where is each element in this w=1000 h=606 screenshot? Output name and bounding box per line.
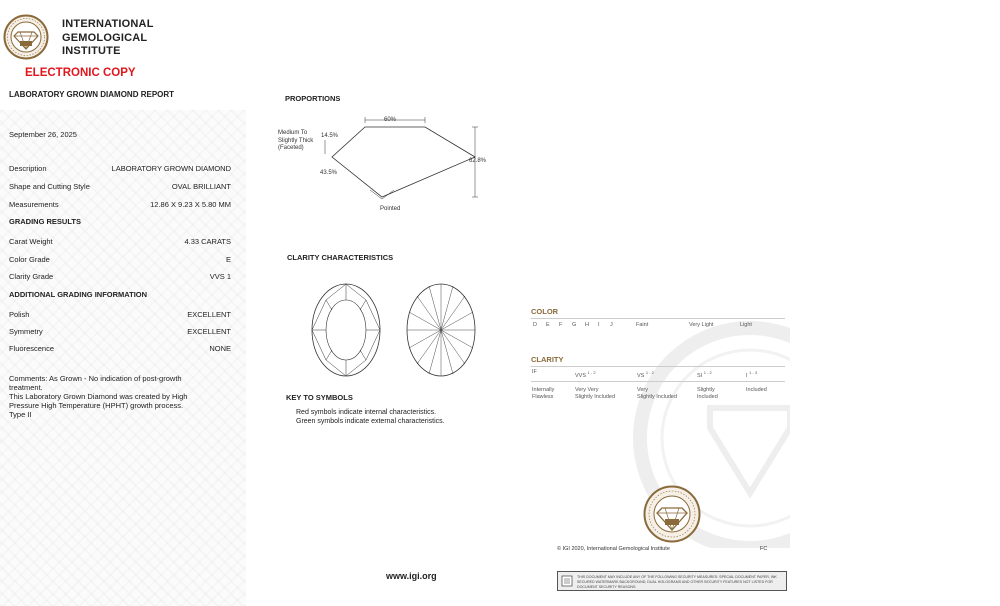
comment-line: Pressure High Temperature (HPHT) growth process. <box>9 401 184 410</box>
website-link[interactable]: www.igi.org <box>386 571 437 581</box>
clarity-i-label: I <box>746 372 748 379</box>
key-green-text: Green symbols indicate external characteristics. <box>296 418 445 425</box>
organization-name <box>62 18 154 59</box>
table-percentage: 60% <box>384 117 397 123</box>
clarity-if-desc <box>532 387 554 401</box>
color-grade-i: I <box>598 322 600 328</box>
additional-value: EXCELLENT <box>187 310 231 319</box>
detail-label: Measurements <box>9 200 59 209</box>
clarity-vs-label: VS <box>637 372 645 379</box>
igi-seal-logo <box>3 14 49 60</box>
detail-value: 12.86 X 9.23 X 5.80 MM <box>150 200 231 209</box>
girdle-line: Medium To <box>278 130 308 136</box>
security-notice-text: THIS DOCUMENT MAY INCLUDE ANY OF THE FOLLOWING SECURITY MEASURES: SPECIAL DOCUMENT PAPER, INK SECURED WATERMARK BACKGROUND, DUAL HOLOGRAMS AND OTHER SECURITY FEATURES NOT LISTED FOR DOCUMENT SECURITY REASONS. <box>577 575 777 589</box>
culet-label: Pointed <box>380 206 401 212</box>
clarity-vvs <box>575 369 596 380</box>
org-name-line: INSTITUTE <box>62 45 121 57</box>
clarity-si-label: SI <box>697 372 703 379</box>
additional-value: NONE <box>209 344 231 353</box>
document-icon <box>561 575 573 587</box>
color-grade-e: E <box>546 322 550 328</box>
additional-row-symmetry <box>9 327 231 336</box>
clarity-scale-divider <box>531 366 785 367</box>
report-code: FC <box>760 546 768 552</box>
clarity-desc-line: Flawless <box>532 394 554 400</box>
detail-row-measurements <box>9 200 231 209</box>
grading-row-clarity <box>9 272 231 281</box>
report-date: September 26, 2025 <box>9 130 77 139</box>
detail-row-description <box>9 164 231 173</box>
detail-value: OVAL BRILLIANT <box>171 182 231 191</box>
proportions-diagram <box>320 112 490 204</box>
grading-value: VVS 1 <box>209 272 231 281</box>
detail-label: Description <box>9 164 47 173</box>
crown-percentage: 14.5% <box>321 133 339 139</box>
clarity-scale-heading: CLARITY <box>531 355 564 364</box>
grading-row-color <box>9 255 231 264</box>
color-grade-h: H <box>585 322 589 328</box>
grading-label: Color Grade <box>9 255 50 264</box>
igi-seal-stamp <box>643 485 701 543</box>
clarity-characteristics-heading: CLARITY CHARACTERISTICS <box>287 253 394 262</box>
clarity-vvs-range: 1 - 2 <box>587 370 596 375</box>
clarity-vvs-desc <box>575 387 615 401</box>
grading-row-carat <box>9 237 231 246</box>
clarity-si-range: 1 - 2 <box>703 370 712 375</box>
color-grade-j: J <box>610 322 613 328</box>
grading-label: Carat Weight <box>9 237 53 246</box>
clarity-i-desc: Included <box>746 387 767 393</box>
clarity-desc-line: Slightly <box>697 387 715 393</box>
key-red-text: Red symbols indicate internal characteristics. <box>296 409 437 416</box>
comment-line: Type II <box>9 410 32 419</box>
clarity-si <box>697 369 712 380</box>
color-scale-heading: COLOR <box>531 307 559 316</box>
additional-value: EXCELLENT <box>187 327 231 336</box>
clarity-desc-line: Slightly Included <box>575 394 616 400</box>
detail-row-shape <box>9 182 231 191</box>
color-grade-d: D <box>533 322 537 328</box>
color-range-light: Light <box>740 322 752 328</box>
color-grade-g: G <box>572 322 577 328</box>
comment-line: This Laboratory Grown Diamond was created by High <box>9 392 188 401</box>
oval-crown-diagram <box>310 282 382 378</box>
proportions-heading: PROPORTIONS <box>285 94 341 103</box>
girdle-line: (Faceted) <box>278 145 304 151</box>
grading-value: E <box>225 255 231 264</box>
security-notice-box <box>557 571 787 591</box>
comments-block <box>9 374 229 419</box>
clarity-desc-line: Internally <box>532 387 555 393</box>
color-scale-divider <box>531 318 785 319</box>
clarity-vs <box>637 369 654 380</box>
grading-label: Clarity Grade <box>9 272 54 281</box>
electronic-copy-label: ELECTRONIC COPY <box>25 67 136 79</box>
additional-info-heading: ADDITIONAL GRADING INFORMATION <box>9 290 148 299</box>
color-range-very-light: Very Light <box>689 322 714 328</box>
additional-row-fluorescence <box>9 344 231 353</box>
grading-results-heading: GRADING RESULTS <box>9 217 81 226</box>
report-title: LABORATORY GROWN DIAMOND REPORT <box>9 90 175 99</box>
oval-pavilion-diagram <box>405 282 477 378</box>
additional-label: Fluorescence <box>9 344 55 353</box>
girdle-label <box>278 130 313 153</box>
pavilion-percentage: 43.5% <box>320 170 338 176</box>
depth-percentage: 62.8% <box>469 158 487 164</box>
detail-value: LABORATORY GROWN DIAMOND <box>111 164 231 173</box>
clarity-if: IF <box>532 369 537 375</box>
color-grade-f: F <box>559 322 563 328</box>
comment-line: treatment. <box>9 383 43 392</box>
additional-label: Polish <box>9 310 30 319</box>
clarity-vs-desc <box>637 387 677 401</box>
girdle-line: Slightly Thick <box>278 137 314 144</box>
clarity-desc-line: Included <box>697 394 718 400</box>
clarity-desc-line: Very Very <box>575 387 599 393</box>
detail-label: Shape and Cutting Style <box>9 182 90 191</box>
clarity-scale-divider-2 <box>531 381 785 382</box>
copyright-text: © IGI 2020, International Gemological Institute <box>557 546 670 552</box>
clarity-i-range: 1 - 3 <box>749 370 758 375</box>
grading-value: 4.33 CARATS <box>184 237 231 246</box>
comment-line: Comments: As Grown - No indication of post-growth <box>9 374 182 383</box>
clarity-si-desc <box>697 387 718 401</box>
org-name-line: INTERNATIONAL <box>62 18 154 30</box>
clarity-desc-line: Very <box>637 387 649 393</box>
clarity-vs-range: 1 - 2 <box>645 370 654 375</box>
clarity-desc-line: Slightly Included <box>637 394 678 400</box>
clarity-i <box>746 369 757 380</box>
org-name-line: GEMOLOGICAL <box>62 31 148 44</box>
color-range-faint: Faint <box>636 322 649 328</box>
additional-row-polish <box>9 310 231 319</box>
key-to-symbols-heading: KEY TO SYMBOLS <box>286 393 353 402</box>
additional-label: Symmetry <box>9 327 43 336</box>
clarity-vvs-label: VVS <box>575 372 587 379</box>
